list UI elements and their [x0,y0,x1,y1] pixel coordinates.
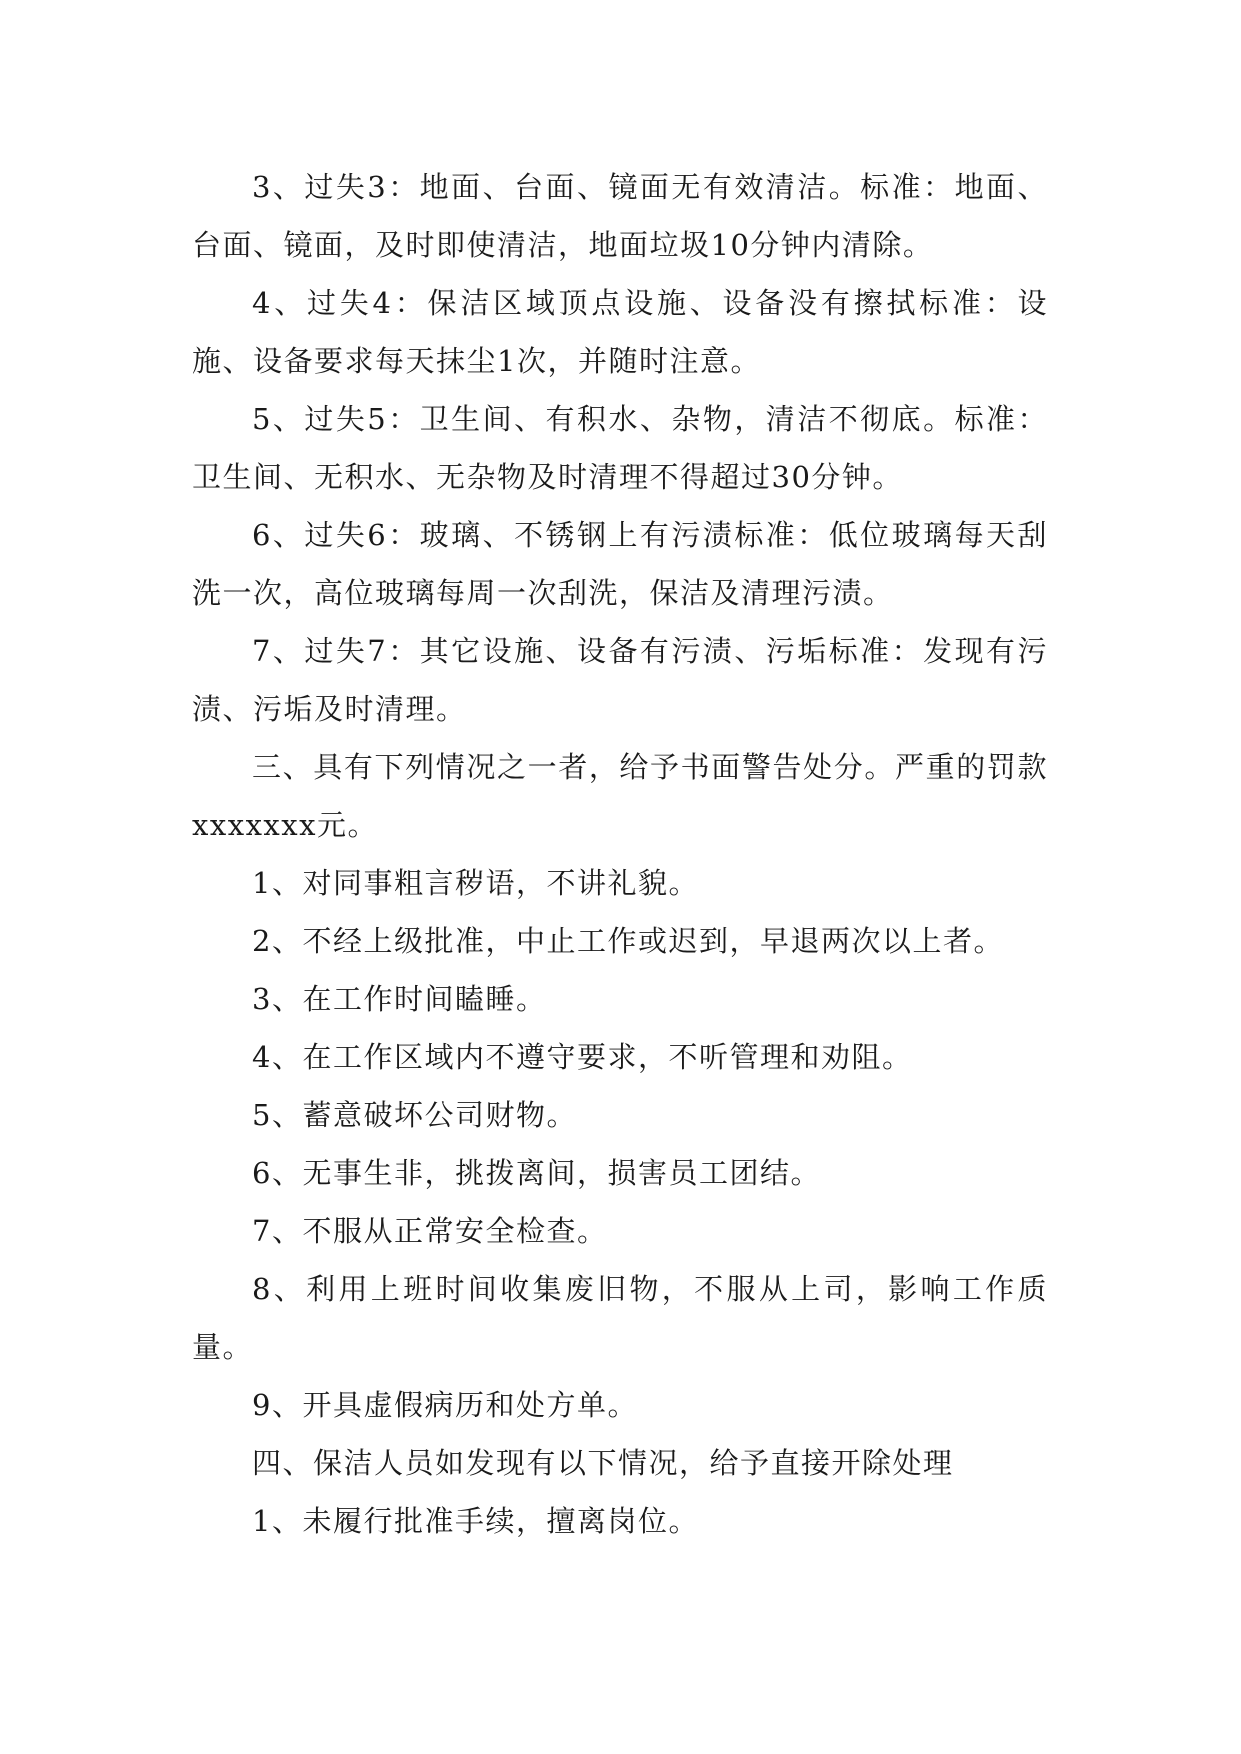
section-heading-four: 四、保洁人员如发现有以下情况，给予直接开除处理 [252,1446,954,1480]
list-item: 9、开具虚假病历和处方单。 [252,1388,638,1422]
list-item: 6、无事生非，挑拨离间，损害员工团结。 [252,1156,821,1190]
list-item: 1、未履行批准手续，擅离岗位。 [252,1504,699,1538]
paragraph-fault-4: 4、过失4：保洁区域顶点设施、设备没有擦拭标准：设施、设备要求每天抹尘1次，并随时注意。 [192,286,1048,378]
section-heading-three: 三、具有下列情况之一者，给予书面警告处分。严重的罚款xxxxxxx元。 [192,750,1048,842]
paragraph-fault-6: 6、过失6：玻璃、不锈钢上有污渍标准：低位玻璃每天刮洗一次，高位玻璃每周一次刮洗，保洁及清理污渍。 [192,518,1048,610]
list-item: 3、在工作时间瞌睡。 [252,982,547,1016]
list-item: 7、不服从正常安全检查。 [252,1214,608,1248]
document-body [192,158,1048,1550]
list-item: 1、对同事粗言秽语，不讲礼貌。 [252,866,699,900]
list-item: 8、利用上班时间收集废旧物，不服从上司，影响工作质量。 [192,1272,1048,1364]
list-item: 5、蓄意破坏公司财物。 [252,1098,577,1132]
paragraph-fault-5: 5、过失5：卫生间、有积水、杂物，清洁不彻底。标准：卫生间、无积水、无杂物及时清理不得超过30分钟。 [192,402,1048,494]
list-item: 2、不经上级批准，中止工作或迟到，早退两次以上者。 [252,924,1004,958]
paragraph-fault-7: 7、过失7：其它设施、设备有污渍、污垢标准：发现有污渍、污垢及时清理。 [192,634,1048,726]
list-item: 4、在工作区域内不遵守要求，不听管理和劝阻。 [252,1040,913,1074]
paragraph-fault-3: 3、过失3：地面、台面、镜面无有效清洁。标准：地面、台面、镜面，及时即使清洁，地面垃圾10分钟内清除。 [192,170,1048,262]
